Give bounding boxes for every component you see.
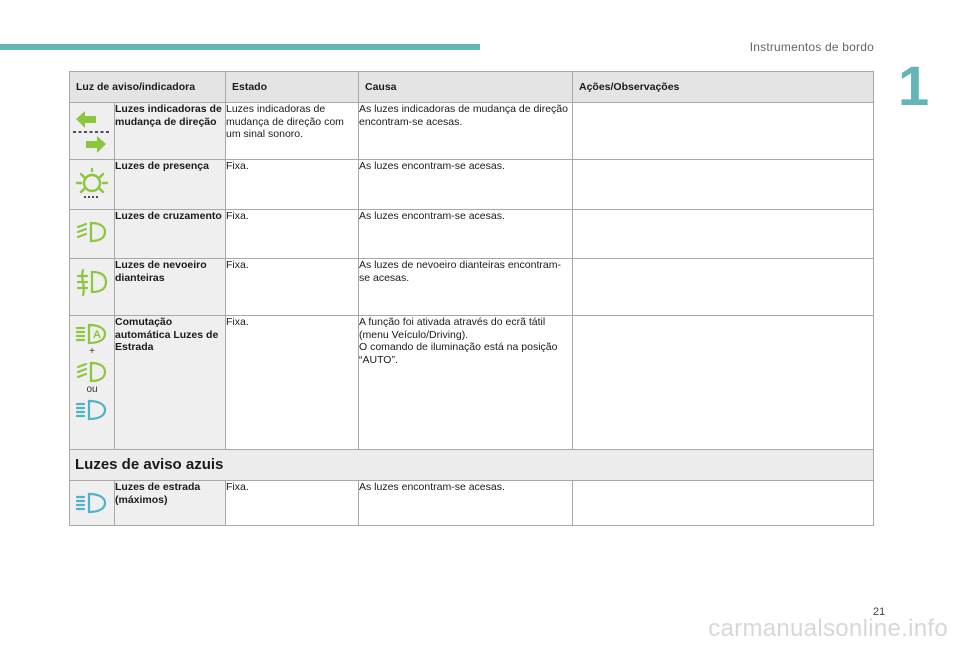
main-beam-icon [74,398,110,422]
table-row [70,160,874,210]
col-header-actions: Ações/Observações [573,72,874,103]
light-name: Luzes de presença [115,160,226,210]
light-name: Luzes indicadoras de mudança de direção [115,103,226,160]
header-accent-bar [0,44,480,50]
page-number: 21 [873,606,886,618]
light-name: Luzes de cruzamento [115,210,226,259]
icon-cell [70,259,115,316]
light-name: Luzes de estrada (máximos) [115,481,226,526]
watermark: carmanualsonline.info [708,615,948,642]
cause-text: As luzes indicadoras de mudança de direção encontram-se acesas. [359,103,573,160]
actions-text [573,103,874,160]
light-name: Comutação automática Luzes de Estrada [115,316,226,450]
cause-text: As luzes encontram-se acesas. [359,481,573,526]
icon-cell [70,210,115,259]
dipped-beam-icon [75,360,109,384]
cause-text: As luzes de nevoeiro dianteiras encontram-se acesas. [359,259,573,316]
turn-signal-arrows-icon [72,107,112,155]
actions-text [573,259,874,316]
section-title: Instrumentos de bordo [749,40,874,54]
col-header-light: Luz de aviso/indicadora [70,72,226,103]
icon-plus-label: + [89,346,95,357]
icon-cell [70,481,115,526]
state-text: Luzes indicadoras de mudança de direção com um sinal sonoro. [226,103,359,160]
table-row [70,210,874,259]
state-text: Fixa. [226,160,359,210]
front-fog-lamp-icon [75,267,109,297]
auto-high-beam-icon [74,322,110,346]
warning-lights-table [69,71,874,526]
table-row [70,481,874,526]
sidelights-icon [74,166,110,200]
band-title: Luzes de aviso azuis [70,450,874,481]
blue-lights-band [70,450,874,481]
col-header-cause: Causa [359,72,573,103]
actions-text [573,210,874,259]
light-name: Luzes de nevoeiro dianteiras [115,259,226,316]
state-text: Fixa. [226,259,359,316]
actions-text [573,316,874,450]
cause-text: As luzes encontram-se acesas. [359,210,573,259]
table-row [70,316,874,450]
icon-or-label: ou [86,384,98,395]
dipped-beam-icon [75,220,109,244]
actions-text [573,481,874,526]
state-text: Fixa. [226,316,359,450]
state-text: Fixa. [226,481,359,526]
actions-text [573,160,874,210]
table-row [70,259,874,316]
svg-text:A: A [93,329,101,341]
icon-cell [70,160,115,210]
icon-cell [70,103,115,160]
chapter-number: 1 [898,54,930,117]
state-text: Fixa. [226,210,359,259]
main-beam-icon [74,491,110,515]
col-header-state: Estado [226,72,359,103]
cause-text: A função foi ativada através do ecrã tátil (menu Veículo/Driving). O comando de iluminação está na posição “AUTO”. [359,316,573,450]
icon-cell [70,316,115,450]
cause-text: As luzes encontram-se acesas. [359,160,573,210]
table-row [70,103,874,160]
